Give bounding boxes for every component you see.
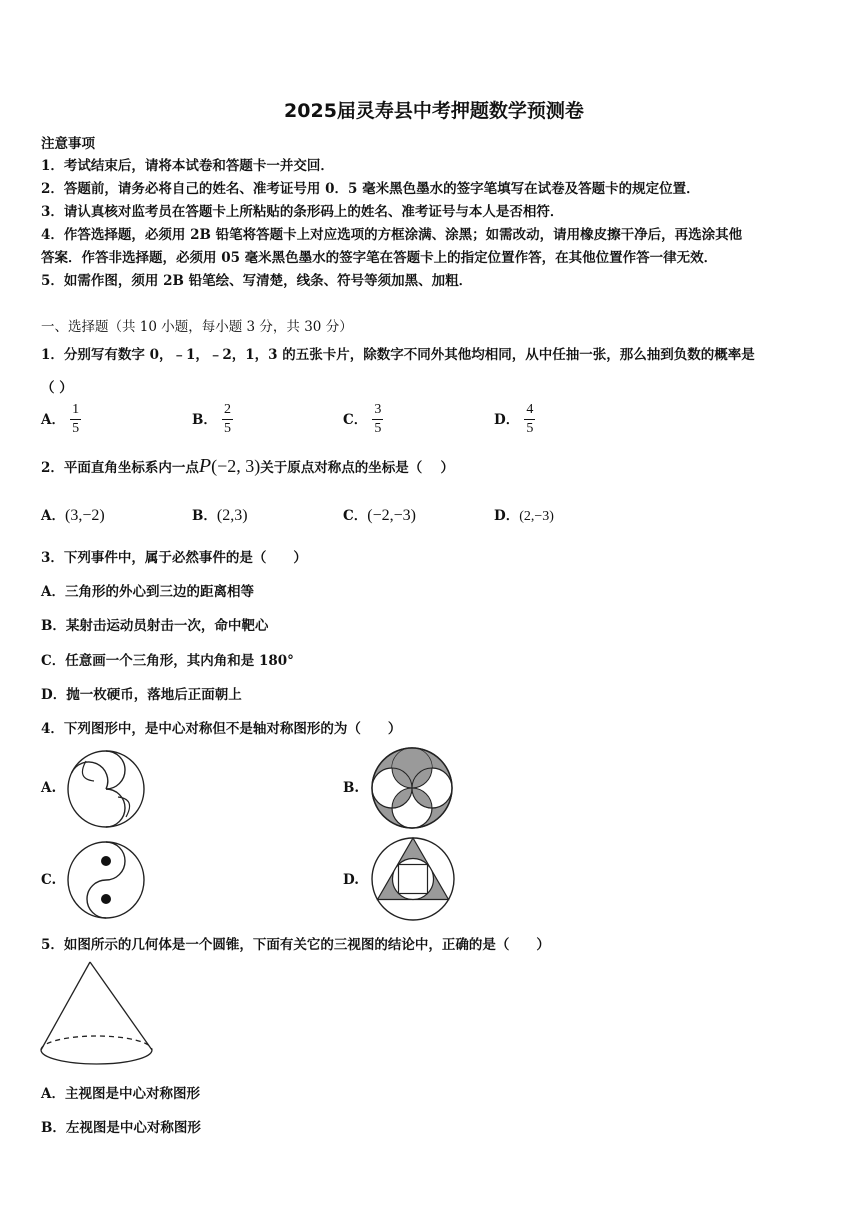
question-5-option-a: A．主视图是中心对称图形	[41, 1086, 200, 1102]
question-4-option-b-label: B.	[343, 780, 360, 796]
question-3-option-b: B．某射击运动员射击一次，命中靶心	[41, 618, 269, 634]
notice-item-4: 4．作答选择题，必须用 2B 铅笔将答题卡上对应选项的方框涂满、涂黑；如需改动，请用橡皮擦干净后，再选涂其他	[41, 227, 743, 243]
question-4-option-d-label: D.	[343, 872, 359, 888]
notice-item-3: 3．请认真核对监考员在答题卡上所粘贴的条形码上的姓名、准考证号与本人是否相符．	[41, 204, 564, 220]
question-1-option-a: A． $\frac{1}{5}$	[41, 402, 80, 436]
question-4-stem: 4．下列图形中，是中心对称但不是轴对称图形的为（ ）	[41, 721, 402, 737]
question-1-stem-cont: （ ）	[41, 380, 73, 396]
question-5-option-b: B．左视图是中心对称图形	[41, 1120, 201, 1136]
question-3-stem: 3．下列事件中，属于必然事件的是（ ）	[41, 550, 307, 566]
question-1-option-b: B． $\frac{2}{5}$	[192, 402, 232, 436]
cone-figure	[38, 960, 158, 1070]
question-4-option-c-label: C.	[41, 872, 57, 888]
question-2-option-a: A．(3,−2)	[41, 507, 105, 524]
question-3-option-d: D．抛一枚硬币，落地后正面朝上	[41, 687, 242, 703]
question-2-stem: 2．平面直角坐标系内一点P(−2, 3)关于原点对称点的坐标是（ ）	[41, 455, 454, 477]
notice-item-4-cont: 答案．作答非选择题，必须用 05 毫米黑色墨水的签字笔在答题卡上的指定位置作答，在其他位置作答一律无效．	[41, 250, 718, 266]
fraction: $\frac{1}{5}$	[72, 402, 80, 436]
question-1-stem: 1．分别写有数字 0，﹣1，﹣2，1，3 的五张卡片，除数字不同外其他均相同，从中任抽一张，那么抽到负数的概率是	[41, 347, 755, 363]
fraction: $\frac{2}{5}$	[224, 402, 232, 436]
question-3-option-a: A．三角形的外心到三边的距离相等	[41, 584, 254, 600]
triangle-square-circle-figure	[370, 836, 456, 922]
notice-item-5: 5．如需作图，须用 2B 铅笔绘、写清楚，线条、符号等须加黑、加粗．	[41, 273, 473, 289]
page-title: 2025届灵寿县中考押题数学预测卷	[284, 100, 584, 122]
four-petal-circle-figure	[370, 746, 454, 830]
yin-yang-figure	[66, 840, 146, 920]
notice-heading: 注意事项	[41, 136, 95, 152]
question-2-option-b: B．(2,3)	[192, 507, 248, 524]
question-2-option-c: C．(−2,−3)	[343, 507, 416, 524]
fraction: $\frac{3}{5}$	[374, 402, 382, 436]
question-1-option-c: C． $\frac{3}{5}$	[343, 402, 382, 436]
notice-item-2: 2．答题前，请务必将自己的姓名、准考证号用 0．5 毫米黑色墨水的签字笔填写在试卷及答题卡的规定位置．	[41, 181, 700, 197]
swirl-circle-figure	[66, 749, 146, 829]
notice-item-1: 1．考试结束后，请将本试卷和答题卡一并交回．	[41, 158, 334, 174]
question-4-option-a-label: A.	[41, 780, 57, 796]
question-1-option-d: D． $\frac{4}{5}$	[494, 402, 534, 436]
fraction: $\frac{4}{5}$	[526, 402, 534, 436]
section-heading: 一、选择题（共 10 小题，每小题 3 分，共 30 分）	[41, 319, 353, 335]
question-5-stem: 5．如图所示的几何体是一个圆锥，下面有关它的三视图的结论中，正确的是（ ）	[41, 937, 550, 953]
question-3-option-c: C．任意画一个三角形，其内角和是 180°	[41, 653, 294, 669]
question-2-option-d: D．(2,−3)	[494, 508, 554, 524]
